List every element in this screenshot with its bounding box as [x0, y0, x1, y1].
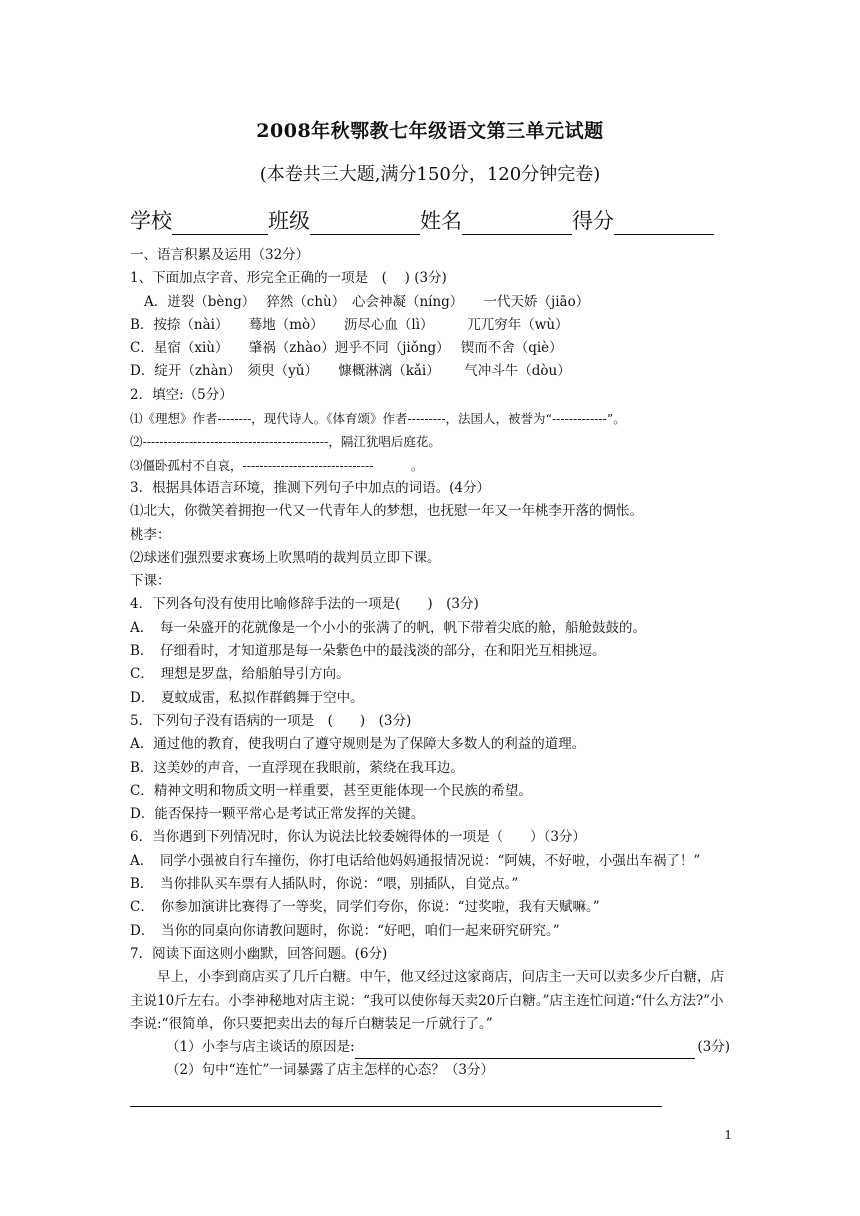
question-5: 5．下列句子没有语病的一项是 ( ) (3分)	[130, 712, 412, 729]
question-1: 1、下面加点字音、形完全正确的一项是 ( ) (3分)	[130, 270, 447, 287]
question-7-1-answer-line[interactable]	[355, 1040, 696, 1059]
exam-title: 2008年秋鄂教七年级语文第三单元试题	[256, 120, 604, 142]
option-1c: C．星宿（xiù） 肇祸（zhào）迥乎不同（jiǒng） 锲而不舍（qiè）	[130, 340, 563, 357]
answer-line-7-2[interactable]	[130, 1106, 662, 1107]
question-7-1	[130, 1036, 730, 1059]
answer-label-xiake: 下课：	[130, 573, 171, 590]
question-2-2: ⑵--------------------------------------------，隔江犹唱后庭花。	[130, 434, 441, 450]
question-7-2: （2）句中“连忙”一词暴露了店主怎样的心态？（3分）	[166, 1062, 494, 1079]
question-2: 2．填空:（5分）	[130, 386, 233, 403]
class-field[interactable]	[310, 212, 420, 235]
option-6d: D． 当你的同桌向你请教问题时，你说：“好吧，咱们一起来研究研究。”	[130, 922, 560, 939]
question-3-2: ⑵球迷们强烈要求赛场上吹黑哨的裁判员立即下课。	[130, 549, 441, 566]
question-7-1-text: （1）小李与店主谈话的原因是:	[166, 1039, 355, 1056]
option-4c: C． 理想是罗盘，给船舶导引方向。	[130, 666, 350, 683]
school-label: 学校	[130, 209, 172, 233]
question-3: 3．根据具体语言环境，推测下列句子中加点的词语。(4分）	[130, 479, 490, 496]
option-6c: C． 你参加演讲比赛得了一等奖，同学们夸你，你说：“过奖啦，我有天赋嘛。”	[130, 899, 600, 916]
class-label: 班级	[268, 209, 310, 233]
question-3-1: ⑴北大，你微笑着拥抱一代又一代青年人的梦想，也抚慰一年又一年桃李开落的惆怅。	[130, 503, 643, 520]
question-2-1: ⑴《理想》作者--------，现代诗人。《体育颂》作者---------，法国人，被誉为“-------------”。	[130, 411, 626, 427]
option-5c: C．精神文明和物质文明一样重要，甚至更能体现一个民族的希望。	[130, 782, 532, 799]
option-5a: A．通过他的教育，使我明白了遵守规则是为了保障大多数人的利益的道理。	[130, 736, 586, 753]
name-label: 姓名	[420, 209, 462, 233]
option-4a: A． 每一朵盛开的花就像是一个小小的张满了的帆，帆下带着尖底的舱，船舱鼓鼓的。	[130, 619, 646, 636]
humor-passage: 早上，小李到商店买了几斤白糖。中午，他又经过这家商店，问店主一天可以卖多少斤白糖，店主说10斤左右。小李神秘地对店主说：“我可以使你每天卖20斤白糖。”店主连忙问道:“什么方法?”小李说:“很简单，你只要把卖出去的每斤白糖装足一斤就行了。”	[130, 969, 724, 1032]
question-7: 7．阅读下面这则小幽默，回答问题。(6分)	[130, 945, 388, 962]
name-field[interactable]	[462, 212, 572, 235]
page-number: 1	[724, 1128, 732, 1142]
option-6b: B． 当你排队买车票有人插队时，你说：“喂，别插队，自觉点。”	[130, 876, 519, 893]
exam-subtitle: (本卷共三大题,满分150分，120分钟完卷)	[259, 164, 601, 185]
exam-body	[130, 244, 730, 1083]
question-2-3: ⑶僵卧孤村不自哀，------------------------------- 。	[130, 457, 424, 473]
option-5d: D．能否保持一颗平常心是考试正常发挥的关键。	[130, 806, 425, 823]
question-4: 4．下列各句没有使用比喻修辞手法的一项是( ) (3分)	[130, 596, 479, 613]
score-field[interactable]	[614, 212, 714, 235]
question-6: 6．当你遇到下列情况时，你认为说法比较委婉得体的一项是（ ）（3分）	[130, 829, 586, 846]
option-1b: B．按捺（nài） 蓦地（mò） 沥尽心血（lì） 兀兀穷年（wù）	[130, 316, 569, 333]
option-6a: A． 同学小强被自行车撞伤，你打电话给他妈妈通报情况说：“阿姨，不好啦，小强出车祸了！”	[130, 852, 701, 869]
section-heading: 一、语言积累及运用（32分）	[130, 247, 310, 263]
option-1d: D．绽开（zhàn） 须臾（yǔ） 慷概淋漓（kǎi） 气冲斗牛（dòu）	[130, 363, 571, 380]
option-1a: A．迸裂（bèng） 猝然（chù） 心会神凝（níng） 一代天娇（jiāo）	[144, 293, 590, 310]
option-4d: D． 夏蚊成雷，私拟作群鹤舞于空中。	[130, 689, 364, 706]
option-4b: B． 仔细看时，才知道那是每一朵紫色中的最浅淡的部分，在和阳光互相挑逗。	[130, 643, 606, 660]
answer-label-taoli: 桃李：	[130, 526, 171, 543]
student-info-row	[130, 205, 714, 235]
option-5b: B．这美妙的声音，一直浮现在我眼前，萦绕在我耳边。	[130, 759, 464, 776]
question-7-1-score: (3分)	[697, 1039, 730, 1056]
school-field[interactable]	[172, 212, 268, 235]
score-label: 得分	[572, 209, 614, 233]
